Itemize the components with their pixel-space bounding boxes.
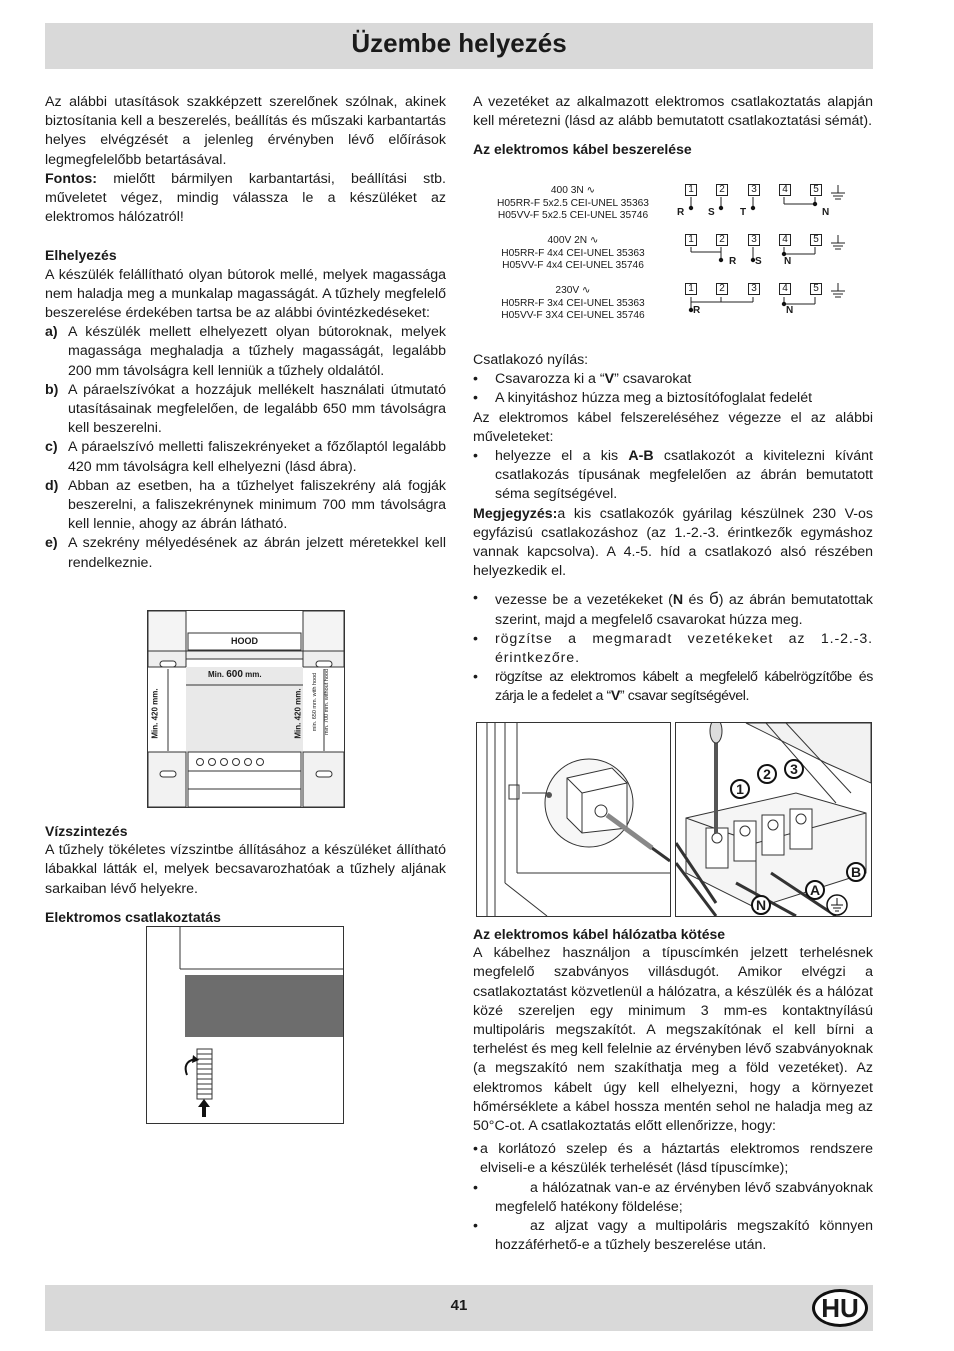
min-600-prefix: Min. bbox=[208, 670, 224, 679]
phase-label: R bbox=[693, 305, 701, 316]
list-text: A páraelszívókat a hozzájuk mellékelt használati útmutató utasításainak megfelelően, de legalább 650 mm távolságra kell beszerelni. bbox=[68, 381, 446, 437]
list-item bbox=[45, 438, 446, 476]
phase-label: S bbox=[755, 256, 762, 267]
list-item bbox=[45, 323, 446, 381]
bullet: • bbox=[473, 390, 478, 407]
list-marker: b) bbox=[45, 381, 59, 398]
list-item bbox=[473, 1140, 873, 1178]
terminal-5: 5 bbox=[810, 234, 822, 246]
terminal-3: 3 bbox=[748, 283, 760, 295]
hood-distance-note: min. 650 mm. with hood bbox=[312, 672, 319, 732]
list-item bbox=[473, 589, 873, 629]
voltage-label: 230V ∿ bbox=[555, 285, 591, 296]
cable-spec: H05RR-F 5x2.5 CEI-UNEL 35363 bbox=[497, 197, 649, 209]
cable-spec: H05RR-F 3x4 CEI-UNEL 35363 bbox=[501, 297, 645, 309]
list-text: rögzítse az elektromos kábelt a megfelelő kábelrögzítőbe és zárja le a fedelet a “V” csavar segítségével. bbox=[495, 669, 873, 705]
min-420-right-label: Min. 420 mm. bbox=[293, 688, 303, 739]
terminal-1: 1 bbox=[685, 283, 697, 295]
wiring-spec-3 bbox=[473, 285, 673, 323]
voltage-label: 400V 2N ∿ bbox=[547, 235, 599, 246]
list-item bbox=[473, 370, 873, 389]
list-item bbox=[473, 447, 873, 505]
list-text: A páraelszívó melletti faliszekrényeket a főzőlaptól legalább 420 mm távolságra kell elhelyezni (lásd ábra). bbox=[68, 439, 446, 475]
bullet: • bbox=[473, 590, 478, 607]
placement-heading: Elhelyezés bbox=[45, 247, 117, 264]
bullet: • bbox=[473, 448, 478, 465]
placement-text: A készülék felállítható olyan bútorok mellé, melyek magassága nem haladja meg a munkalap magasságát. A tűzhely megfelelő beszerelése érdekében tartsa be az alábbi óvintézkedéseket: bbox=[45, 266, 446, 322]
list-marker: d) bbox=[45, 477, 59, 494]
connector-a-marker: A bbox=[805, 880, 825, 900]
right-column-bottom bbox=[473, 925, 873, 1255]
wiring-spec-1 bbox=[473, 185, 673, 223]
connector-opening-label: Csatlakozó nyílás: bbox=[473, 352, 589, 368]
terminal-4: 4 bbox=[779, 234, 791, 246]
terminal-block-figure bbox=[675, 722, 872, 917]
terminal-cover-drawing bbox=[477, 723, 670, 916]
terminal-5: 5 bbox=[810, 283, 822, 295]
leveling-foot-figure bbox=[146, 926, 344, 1124]
list-item bbox=[473, 389, 873, 408]
cable-spec: H05RR-F 4x4 CEI-UNEL 35363 bbox=[501, 247, 645, 259]
list-text: A kinyitáshoz húzza meg a biztosítófoglalat fedelét bbox=[495, 390, 813, 407]
terminal-schematic bbox=[673, 180, 873, 330]
phase-label: S bbox=[708, 207, 715, 218]
list-item bbox=[45, 381, 446, 439]
leveling-section bbox=[45, 822, 446, 927]
list-item bbox=[45, 534, 446, 572]
terminal-2: 2 bbox=[716, 234, 728, 246]
electric-heading: Elektromos csatlakoztatás bbox=[45, 908, 221, 925]
list-text: A szekrény mélyedésének az ábrán jelzett méretekkel kell rendelkeznie. bbox=[68, 535, 446, 571]
bullet: • bbox=[473, 669, 478, 686]
bullet: • bbox=[473, 1141, 478, 1158]
page-title: Üzembe helyezés bbox=[351, 28, 567, 58]
list-item bbox=[473, 1217, 873, 1255]
list-text: helyezze el a kis A-B csatlakozót a kivitelezni kívánt csatlakozás típusának megfelelően az ábrán bemutatott séma segítségével. bbox=[495, 448, 873, 503]
important-label: Fontos: bbox=[45, 170, 98, 187]
mains-heading: Az elektromos kábel hálózatba kötése bbox=[473, 926, 726, 942]
list-text: A készülék mellett elhelyezett olyan bútoroknak, melyek magassága meghaladja a tűzhely magasságát, legalább 200 mm távolságra kell lenniük a tűzhely oldalától. bbox=[68, 324, 446, 379]
wiring-spec-2 bbox=[473, 235, 673, 273]
neutral-label: N bbox=[786, 305, 794, 316]
terminal-3: 3 bbox=[748, 184, 760, 196]
terminal-cover-figure bbox=[476, 722, 671, 917]
right-intro: A vezetéket az alkalmazott elektromos csatlakoztatás alapján kell méretezni (lásd az alább bemutatott csatlakoztatási sémát). bbox=[473, 94, 873, 130]
phase-label: R bbox=[729, 256, 737, 267]
terminal-1: 1 bbox=[685, 184, 697, 196]
important-text: mielőtt bármilyen karbantartási, beállítási stb. műveletet végez, mindig válassza le a készüléket az elektromos hálózatról! bbox=[45, 170, 446, 226]
terminal-2: 2 bbox=[716, 283, 728, 295]
list-text: Abban az esetben, ha a tűzhelyet faliszekrény alá fogják beszerelni, a faliszekrénynek minimum 700 mm távolságra kell lennie, ahogy az ábrán látható. bbox=[68, 477, 446, 533]
phase-label: T bbox=[740, 207, 747, 218]
cable-spec: H05VV-F 3X4 CEI-UNEL 35746 bbox=[501, 310, 645, 321]
neutral-label: N bbox=[784, 256, 792, 267]
terminal-5: 5 bbox=[810, 184, 822, 196]
list-text: a hálózatnak van-e az érvényben lévő szabványoknak megfelelő hatékony földelése; bbox=[495, 1179, 873, 1215]
footer-bar bbox=[45, 1285, 873, 1331]
leveling-heading: Vízszintezés bbox=[45, 823, 128, 839]
note-paragraph bbox=[473, 505, 873, 582]
list-text: rögzítse a megmaradt vezetékeket az 1.-2.-3. érintkezőre. bbox=[495, 630, 873, 667]
terminal-4: 4 bbox=[779, 283, 791, 295]
cabinet-layout-figure bbox=[147, 610, 345, 808]
bullet: • bbox=[473, 1218, 478, 1235]
page-number: 41 bbox=[450, 1297, 468, 1314]
terminal-4: 4 bbox=[779, 184, 791, 196]
terminal-3: 3 bbox=[748, 234, 760, 246]
note-label: Megjegyzés: bbox=[473, 505, 558, 522]
list-marker: a) bbox=[45, 324, 58, 341]
list-item bbox=[473, 630, 873, 668]
wiring-diagram bbox=[473, 180, 873, 330]
ground-icon bbox=[826, 894, 848, 916]
list-item bbox=[473, 1179, 873, 1217]
list-marker: c) bbox=[45, 439, 58, 456]
header-bar bbox=[45, 23, 873, 69]
list-item bbox=[45, 477, 446, 535]
terminal-1-marker: 1 bbox=[730, 779, 750, 799]
min-600-label bbox=[208, 669, 262, 680]
leveling-drawing bbox=[147, 927, 343, 1123]
min-420-left-label: Min. 420 mm. bbox=[150, 688, 160, 739]
list-text: Csavarozza ki a “V” csavarokat bbox=[495, 371, 692, 388]
neutral-label: N bbox=[822, 207, 830, 218]
terminal-block-drawing bbox=[676, 723, 871, 916]
list-marker: e) bbox=[45, 535, 58, 552]
neutral-marker: N bbox=[751, 895, 771, 915]
note-text: a kis csatlakozók gyárilag készülnek 230 V-os egyfázisú csatlakozáshoz (az 1.-2.-3. érintkezők egymáshoz vannak kapcsolva). A 4.-5. híd a csatlakozó alsó részében helyezkedik el. bbox=[473, 505, 873, 580]
voltage-label: 400 3N ∿ bbox=[550, 185, 596, 196]
bullet: • bbox=[473, 630, 478, 647]
bullet: • bbox=[473, 371, 478, 388]
right-column-top bbox=[473, 93, 873, 160]
hood-label: HOOD bbox=[231, 636, 258, 646]
cable-heading: Az elektromos kábel beszerelése bbox=[473, 141, 692, 158]
cable-install-intro: Az elektromos kábel felszereléséhez végezze el az alábbi műveleteket: bbox=[473, 409, 873, 445]
list-text: vezesse be a vezetékeket (N és б) az ábrán bemutatottak szerint, majd a megfelelő csavarokat húzza meg. bbox=[495, 589, 873, 628]
phase-label: R bbox=[677, 207, 685, 218]
left-column bbox=[45, 93, 446, 573]
min-600-unit: mm. bbox=[245, 670, 262, 679]
min-600-value: 600 bbox=[226, 669, 243, 680]
intro-paragraph: Az alábbi utasítások szakképzett szerelőnek szólnak, akinek biztosítania kell a beszerelés, beállítás és műszaki karbantartás helyes elvégzését a jelenleg érvényben lévő előírások legmegfelelőbb betartásával. bbox=[45, 94, 446, 168]
right-column-middle bbox=[473, 351, 873, 707]
list-text: az aljzat vagy a multipoláris megszakító könnyen hozzáférhető-e a tűzhely beszerelése után. bbox=[495, 1218, 873, 1254]
important-paragraph bbox=[45, 170, 446, 228]
terminal-2-marker: 2 bbox=[757, 764, 777, 784]
language-badge: HU bbox=[812, 1289, 868, 1327]
cable-spec: H05VV-F 4x4 CEI-UNEL 35746 bbox=[502, 260, 644, 271]
leveling-text: A tűzhely tökéletes vízszintbe állításához a készüléket állítható lábakkal látták el, melyek becsavarozhatóak a tűzhely aljának sarkaiban lévő helyekre. bbox=[45, 842, 446, 897]
terminal-3-marker: 3 bbox=[784, 759, 804, 779]
list-text: a korlátozó szelep és a háztartás elektromos rendszere elviseli-e a készülék terhelését (lásd típuscímke); bbox=[480, 1141, 873, 1177]
terminal-1: 1 bbox=[685, 234, 697, 246]
bullet: • bbox=[473, 1179, 478, 1196]
list-item bbox=[473, 668, 873, 706]
terminal-2: 2 bbox=[716, 184, 728, 196]
no-hood-distance-note: min. 700 mm. without hood bbox=[324, 668, 331, 736]
connector-b-marker: B bbox=[846, 862, 866, 882]
mains-text: A kábelhez használjon a típuscímkén jelzett terhelésnek megfelelő szabványos villásdugót. Amikor elvégzi a csatlakoztatást közvetlenül a hálózatra, a készülék és a hálózat közé szereljen egy minimum 3 mm-es kontaktnyílású multipoláris megszakítót. A megszakítónak el kell bírni a terhelést és meg kell felelnie az érvényben lévő szabványoknak (a megszakító nem szakíthatja meg a föld vezetéket). Az elektromos kábelt úgy kell elhelyezni, hogy a környezet hőmérséklete a kábel hossza mentén sehol ne haladja meg az 50°C-ot. A csatlakoztatás előtt ellenőrizze, hogy: bbox=[473, 945, 873, 1135]
cable-spec: H05VV-F 5x2.5 CEI-UNEL 35746 bbox=[497, 210, 649, 221]
